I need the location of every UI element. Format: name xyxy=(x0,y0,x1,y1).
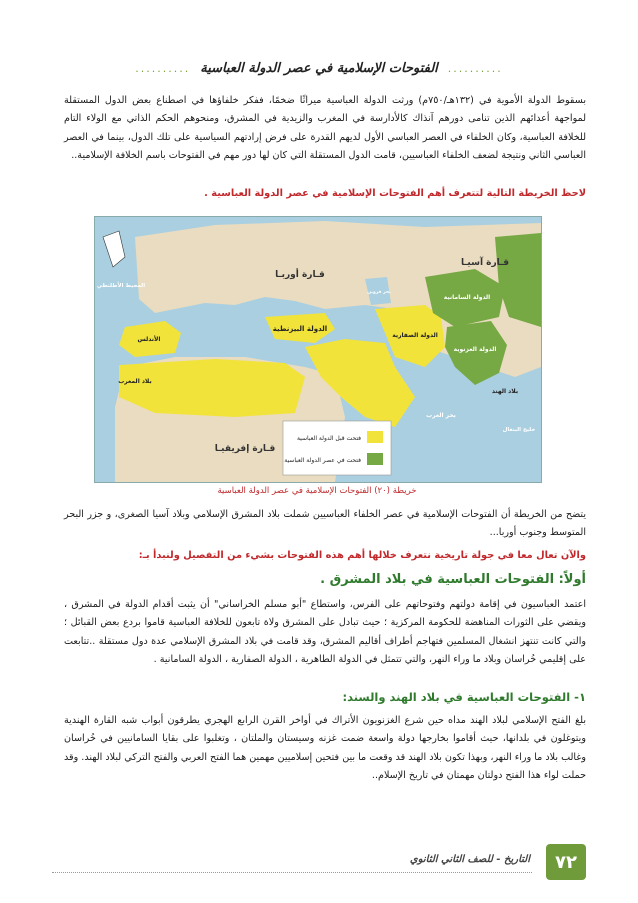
ghaznavid-label: الدولة الغزنوية xyxy=(453,346,497,353)
legend-label-before: فتحت قبل الدولة العباسية xyxy=(296,435,361,442)
sub1-heading: ١- الفتوحات العباسية في بلاد الهند والسند: xyxy=(342,690,586,704)
legend-swatch-before xyxy=(367,431,383,443)
north-africa-region xyxy=(119,359,305,417)
invitation-line: والآن تعال معا في جولة تاريخية نتعرف خلالها أهم هذه الفتوحات بشيء من التفصيل ولنبدأ بـ: xyxy=(138,550,586,561)
caspian-label: بحر قزوين xyxy=(367,290,391,295)
saffarid-label: الدولة الصفارية xyxy=(392,332,438,339)
asia-label: قـارة آسيـا xyxy=(460,258,510,268)
andalus-label: الأندلس xyxy=(137,336,161,343)
europe-label: قـارة أوربـا xyxy=(275,270,325,280)
bengal-bay-label: خليج البنغال xyxy=(502,427,536,433)
footer-rule xyxy=(52,872,532,873)
africa-label: قـارة إفريقيـا xyxy=(214,444,276,454)
legend-box xyxy=(283,421,391,475)
byzantine-label: الدولة البيزنطية xyxy=(272,325,328,333)
after-map-paragraph xyxy=(64,506,586,543)
atlantic-label: المحيط الأطلنطي xyxy=(96,283,146,289)
legend-swatch-abbasid xyxy=(367,453,383,465)
sub1-paragraph xyxy=(64,712,586,786)
map-legend xyxy=(283,421,391,475)
maghreb-label: بلاد المغرب xyxy=(118,378,152,385)
samanid-label: الدولة السامانية xyxy=(443,294,491,301)
map-caption: خريطة (٢٠) الفتوحات الإسلامية في عصر الدولة العباسية xyxy=(217,486,417,496)
section1-heading: أولاً: الفتوحات العباسية في بلاد المشرق . xyxy=(320,572,586,587)
section1-text: اعتمد العباسيون في إقامة دولتهم وفتوحاتهم على الفرس، واستطاع "أبو مسلم الخراساني" أن يثبت أقدام الدولة في المشرق ، ويقضي على الثورات المناهضة للحكومة المركزية ؛ حيث تبادل على المشرق ولاة تابعون للخلافة العباسية قاموا بردع بعض القبائل ؛ والتي كانت تنتهز انشغال المسلمين فتهاجم أطراف أقاليم المشرق، وقد قامت في بلاد المشرق الإسلامي عدة دول مستقلة ..تتابعت على إقليمي خُراسان وبلاد ما وراء النهر، والتي تتمثل في الدولة الطاهرية ، الدولة الصفارية ، الدولة السامانية . xyxy=(64,599,586,666)
map-hint: لاحظ الخريطة التالية لتتعرف أهم الفتوحات الإسلامية في عصر الدولة العباسية . xyxy=(204,188,586,199)
header-dots: .......... xyxy=(447,61,503,75)
after-map-text: يتضح من الخريطة أن الفتوحات الإسلامية في عصر الخلفاء العباسيين شملت بلاد المشرق الإسلامي وبلاد آسيا الصغرى، و جزر البحر المتوسط وجنوب أوربا... xyxy=(64,509,586,539)
india-label: بلاد الهند xyxy=(491,388,519,395)
arabian-sea-label: بحر العرب xyxy=(426,412,456,419)
map-figure xyxy=(94,216,542,483)
sub1-text: بلغ الفتح الإسلامي لبلاد الهند مداه حين شرع الغزنويون الأتراك في أواخر القرن الرابع الهجري يطرقون أبواب شبه القارة الهندية ويتوغلون في بلدانها، حيث أقاموا بخارجها دولة واسعة ضمت غزنه وسيستان والملتان ، وتغلبوا على بقايا السامانيين في خُراسان وغالب بلاد ما وراء النهر، وبهذا تكون بلاد الهند قد وقعت ما بين فتحين إسلاميين مهمين هما الفتح العربي والفتح التركي لبلاد الهند. وقد حملت لواء هذا الفتح دولتان مهمتان في تاريخ الإسلام.. xyxy=(64,715,586,782)
header-dots: .......... xyxy=(135,61,191,75)
page-footer xyxy=(52,844,586,882)
intro-paragraph xyxy=(64,92,586,166)
map-svg xyxy=(95,217,541,482)
section1-paragraph xyxy=(64,596,586,670)
footer-title: التاريخ - للصف الثاني الثانوي xyxy=(409,854,530,865)
running-header xyxy=(40,56,598,80)
header-title: الفتوحات الإسلامية في عصر الدولة العباسية xyxy=(200,60,438,76)
page-number: ٧٢ xyxy=(546,844,586,880)
legend-label-abbasid: فتحت في عصر الدولة العباسية xyxy=(284,457,361,464)
intro-text: بسقوط الدولة الأموية في (١٣٢هـ/٧٥٠م) ورثت الدولة العباسية ميراثًا ضخمًا، ففكر خلفاؤها في اصطناع بعض الدول المستقلة لمواجهة أعدائهم الذين تنامى دورهم آنذاك كالأدارسة في المغرب والزيدية في المشرق، ومنحوهم الحكم الذاتي مع الولاء التام للخلافة العباسية، وكان الخلفاء في العصر العباسي الأول لديهم القدرة على فرض إرادتهم السياسية على تلك الدول، بينما في العصر العباسي الثاني ونتيجة لضعف الخلفاء العباسيين، قامت الدول المستقلة التي كان لها دور مهم في الفتوحات باسم الخلافة الإسلامية.. xyxy=(64,95,586,162)
